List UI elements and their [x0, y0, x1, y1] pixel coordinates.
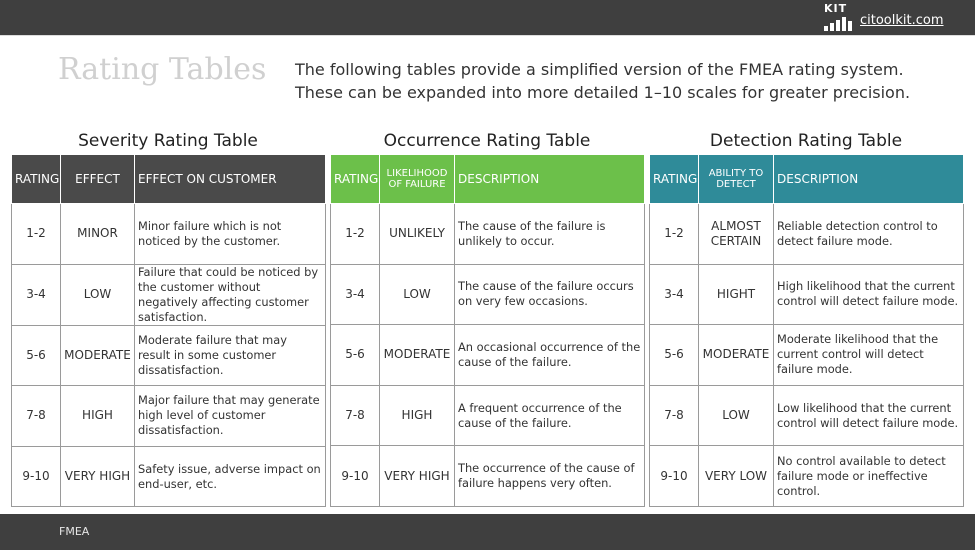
rating-cell: 1-2 — [12, 204, 61, 265]
occurrence-table-section — [330, 128, 644, 507]
description-cell: Minor failure which is not noticed by the customer. — [135, 204, 326, 265]
kit-logo — [824, 3, 854, 31]
table-row — [650, 204, 964, 265]
rating-cell: 9-10 — [331, 446, 380, 507]
rating-cell: 3-4 — [331, 264, 380, 325]
detection-table-section — [649, 128, 963, 507]
table-row — [331, 325, 645, 386]
level-cell: VERY HIGH — [61, 446, 135, 507]
detection-table-title: Detection Rating Table — [709, 131, 903, 151]
table-row — [331, 264, 645, 325]
level-cell: LOW — [380, 264, 455, 325]
description-cell: High likelihood that the current control will detect failure mode. — [774, 264, 964, 325]
level-cell: ALMOST CERTAIN — [699, 204, 774, 265]
footer-label: FMEA — [59, 525, 90, 538]
description-cell: Reliable detection control to detect failure mode. — [774, 204, 964, 265]
level-cell: HIGH — [61, 386, 135, 447]
footer-bar — [0, 514, 975, 550]
rating-cell: 7-8 — [650, 385, 699, 446]
description-cell: A frequent occurrence of the cause of the failure. — [455, 385, 645, 446]
rating-cell: 9-10 — [12, 446, 61, 507]
intro-line-2: These can be expanded into more detailed 1–10 scales for greater precision. — [295, 83, 911, 102]
description-cell: The cause of the failure occurs on very few occasions. — [455, 264, 645, 325]
rating-cell: 3-4 — [12, 264, 61, 325]
occurrence-table-title: Occurrence Rating Table — [383, 131, 591, 151]
rating-cell: 1-2 — [331, 204, 380, 265]
rating-cell: 5-6 — [650, 325, 699, 386]
column-header: DESCRIPTION — [774, 155, 964, 204]
column-header: EFFECT ON CUSTOMER — [135, 155, 326, 204]
description-cell: Failure that could be noticed by the customer without negatively affecting customer satisfaction. — [135, 264, 326, 325]
level-cell: VERY HIGH — [380, 446, 455, 507]
description-cell: Major failure that may generate high level of customer dissatisfaction. — [135, 386, 326, 447]
level-cell: LOW — [699, 385, 774, 446]
level-cell: MINOR — [61, 204, 135, 265]
description-cell: An occasional occurrence of the cause of the failure. — [455, 325, 645, 386]
column-header: DESCRIPTION — [455, 155, 645, 204]
table-row — [12, 204, 326, 265]
column-header: EFFECT — [61, 155, 135, 204]
level-cell: MODERATE — [699, 325, 774, 386]
top-bar — [0, 0, 975, 35]
page-title: Rating Tables — [58, 52, 267, 87]
description-cell: Moderate failure that may result in some customer dissatisfaction. — [135, 325, 326, 386]
intro-line-1: The following tables provide a simplified version of the FMEA rating system. — [295, 60, 904, 79]
column-header: LIKELIHOOD OF FAILURE — [380, 155, 455, 204]
description-cell: The occurrence of the cause of failure happens very often. — [455, 446, 645, 507]
rating-cell: 1-2 — [650, 204, 699, 265]
table-row — [12, 264, 326, 325]
level-cell: UNLIKELY — [380, 204, 455, 265]
level-cell: VERY LOW — [699, 446, 774, 507]
level-cell: MODERATE — [61, 325, 135, 386]
table-row — [12, 386, 326, 447]
table-row — [331, 385, 645, 446]
level-cell: HIGH — [380, 385, 455, 446]
rating-cell: 3-4 — [650, 264, 699, 325]
description-cell: Low likelihood that the current control will detect failure mode. — [774, 385, 964, 446]
severity-table-section — [11, 128, 325, 507]
table-header-row — [331, 155, 645, 204]
kit-logo-text: KIT — [824, 2, 848, 15]
rating-cell: 5-6 — [331, 325, 380, 386]
rating-cell: 5-6 — [12, 325, 61, 386]
column-header: RATING — [331, 155, 380, 204]
level-cell: HIGHT — [699, 264, 774, 325]
description-cell: The cause of the failure is unlikely to occur. — [455, 204, 645, 265]
severity-table-title: Severity Rating Table — [78, 131, 258, 151]
column-header: ABILITY TO DETECT — [699, 155, 774, 204]
bar-chart-icon — [824, 17, 854, 31]
table-header-row — [12, 155, 326, 204]
table-row — [12, 446, 326, 507]
level-cell: MODERATE — [380, 325, 455, 386]
divider — [0, 35, 975, 36]
table-row — [331, 204, 645, 265]
description-cell: Moderate likelihood that the current control will detect failure mode. — [774, 325, 964, 386]
rating-cell: 9-10 — [650, 446, 699, 507]
severity-table — [11, 154, 326, 507]
table-row — [12, 325, 326, 386]
table-row — [650, 325, 964, 386]
intro-text — [295, 58, 965, 104]
table-row — [650, 264, 964, 325]
occurrence-table — [330, 154, 645, 507]
table-row — [650, 385, 964, 446]
site-link[interactable]: citoolkit.com — [860, 13, 944, 28]
level-cell: LOW — [61, 264, 135, 325]
description-cell: Safety issue, adverse impact on end-user, etc. — [135, 446, 326, 507]
detection-table — [649, 154, 964, 507]
column-header: RATING — [650, 155, 699, 204]
table-header-row — [650, 155, 964, 204]
table-row — [650, 446, 964, 507]
description-cell: No control available to detect failure mode or ineffective control. — [774, 446, 964, 507]
table-row — [331, 446, 645, 507]
rating-cell: 7-8 — [12, 386, 61, 447]
column-header: RATING — [12, 155, 61, 204]
rating-cell: 7-8 — [331, 385, 380, 446]
